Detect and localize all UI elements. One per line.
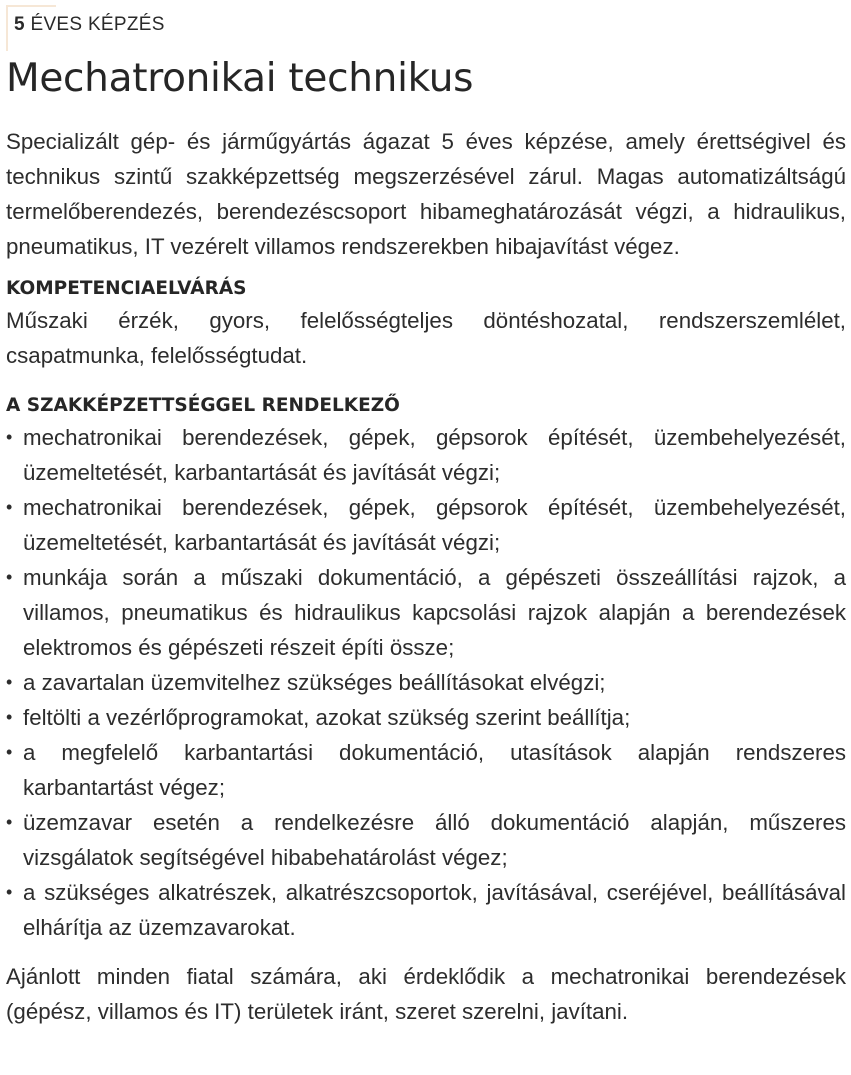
qualification-heading: A SZAKKÉPZETTSÉGGEL RENDELKEZŐ <box>6 395 400 416</box>
list-item <box>6 805 846 875</box>
bullet-icon: • <box>6 742 13 762</box>
competence-text: Műszaki érzék, gyors, felelősségteljes döntéshozatal, rendszerszemlélet, csapatmunka, felelősségtudat. <box>6 308 846 368</box>
list-item <box>6 875 846 945</box>
years-number: 5 <box>14 14 25 35</box>
list-item <box>6 560 846 665</box>
years-label: ÉVES KÉPZÉS <box>30 14 165 35</box>
list-item-text: üzemzavar esetén a rendelkezésre álló dokumentáció alapján, műszeres vizsgálatok segítségével hibabehatárolást végez; <box>23 810 846 870</box>
list-item-text: mechatronikai berendezések, gépek, gépsorok építését, üzembehelyezését, üzemeltetését, karbantartását és javítását végzi; <box>23 425 846 485</box>
bullet-icon: • <box>6 882 13 902</box>
list-item <box>6 490 846 560</box>
list-item <box>6 735 846 805</box>
closing-paragraph: Ajánlott minden fiatal számára, aki érdeklődik a mechatronikai berendezések (gépész, villamos és IT) területek iránt, szeret szerelni, javítani. <box>6 964 846 1024</box>
list-item <box>6 700 846 735</box>
list-item-text: a zavartalan üzemvitelhez szükséges beállításokat elvégzi; <box>23 670 606 695</box>
bullet-icon: • <box>6 427 13 447</box>
list-item <box>6 665 846 700</box>
intro-paragraph: Specializált gép- és járműgyártás ágazat 5 éves képzése, amely érettségivel és technikus szintű szakképzettség megszerzésével zárul. Magas automatizáltságú termelőberendezés, berendezéscsoport hibameghatározását végzi, a hidraulikus, pneumatikus, IT vezérelt villamos rendszerekben hibajavítást végez. <box>6 129 846 259</box>
bullet-icon: • <box>6 812 13 832</box>
content <box>6 124 846 1029</box>
bullet-icon: • <box>6 672 13 692</box>
qualification-list <box>6 420 846 945</box>
bullet-icon: • <box>6 497 13 517</box>
list-item-text: a szükséges alkatrészek, alkatrészcsoportok, javításával, cseréjével, beállításával elhárítja az üzemzavarokat. <box>23 880 846 940</box>
list-item <box>6 420 846 490</box>
list-item-text: mechatronikai berendezések, gépek, gépsorok építését, üzembehelyezését, üzemeltetését, karbantartását és javítását végzi; <box>23 495 846 555</box>
list-item-text: a megfelelő karbantartási dokumentáció, utasítások alapján rendszeres karbantartást végez; <box>23 740 846 800</box>
bullet-icon: • <box>6 707 13 727</box>
list-item-text: munkája során a műszaki dokumentáció, a gépészeti összeállítási rajzok, a villamos, pneumatikus és hidraulikus kapcsolási rajzok alapján a berendezések elektromos és gépészeti részeit építi össze; <box>23 565 846 660</box>
training-duration-label <box>14 14 165 36</box>
page-title: Mechatronikai technikus <box>6 56 474 101</box>
list-item-text: feltölti a vezérlőprogramokat, azokat szükség szerint beállítja; <box>23 705 631 730</box>
competence-heading: KOMPETENCIAELVÁRÁS <box>6 278 247 299</box>
bullet-icon: • <box>6 567 13 587</box>
